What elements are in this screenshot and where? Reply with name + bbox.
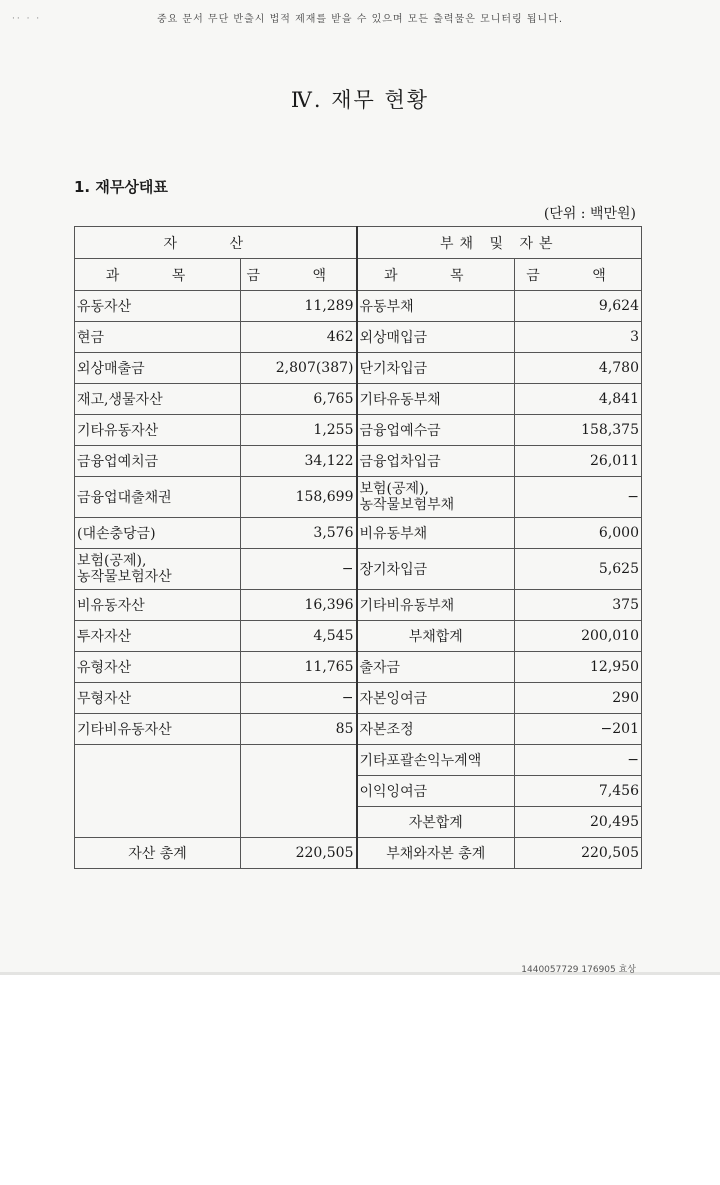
table-row [75,652,642,683]
document-code: 1440057729 176905 효상 [521,965,636,975]
left-item: 외상매출금 [75,353,241,384]
table-row [75,621,642,652]
right-item: 부채합계 [357,621,515,652]
right-item: 자본조정 [357,714,515,745]
right-amount: 6,000 [515,518,642,549]
left-amount: 34,122 [241,446,357,477]
right-item: 자본합계 [357,807,515,838]
left-amount: 85 [241,714,357,745]
right-item: 이익잉여금 [357,776,515,807]
right-amount: 5,625 [515,549,642,590]
right-item: 출자금 [357,652,515,683]
right-amount: 4,841 [515,384,642,415]
right-amount: 290 [515,683,642,714]
table-row [75,415,642,446]
page-title: Ⅳ. 재무 현황 [290,88,430,112]
liabilities-equity-group-header: 부채 및 자본 [357,227,642,259]
right-item: 기타비유동부채 [357,590,515,621]
left-amount: 11,289 [241,291,357,322]
column-header-row [75,259,642,291]
right-amount: 7,456 [515,776,642,807]
left-item: 비유동자산 [75,590,241,621]
col-header-item-right: 과 목 [357,259,515,291]
right-item: 외상매입금 [357,322,515,353]
total-liabilities-equity-label: 부채와자본 총계 [357,838,515,869]
right-amount: − [515,745,642,776]
left-item: 기타비유동자산 [75,714,241,745]
left-item: 현금 [75,322,241,353]
right-amount: 4,780 [515,353,642,384]
scan-specks: ·· · · [12,14,42,24]
right-amount: − [515,477,642,518]
right-amount: 9,624 [515,291,642,322]
right-item [357,477,515,518]
right-amount: 3 [515,322,642,353]
balance-sheet-table [74,226,642,869]
left-amount: − [241,549,357,590]
right-item: 자본잉여금 [357,683,515,714]
right-amount: 375 [515,590,642,621]
table-row [75,518,642,549]
table-row [75,446,642,477]
right-item: 기타포괄손익누계액 [357,745,515,776]
table-row [75,353,642,384]
left-amount: − [241,683,357,714]
left-amount: 6,765 [241,384,357,415]
group-header-row [75,227,642,259]
left-item: 금융업예치금 [75,446,241,477]
col-header-amount-right: 금 액 [515,259,642,291]
left-item: 유형자산 [75,652,241,683]
right-item: 기타유동부채 [357,384,515,415]
table-row [75,477,642,518]
left-amount-blank [241,745,357,838]
left-amount: 3,576 [241,518,357,549]
col-header-item-left: 과 목 [75,259,241,291]
right-item: 장기차입금 [357,549,515,590]
right-item-line2: 농작물보험부채 [359,497,455,513]
right-item: 단기차입금 [357,353,515,384]
right-amount: 158,375 [515,415,642,446]
total-row [75,838,642,869]
right-item: 비유동부채 [357,518,515,549]
right-amount: 200,010 [515,621,642,652]
table-row [75,714,642,745]
left-item-blank [75,745,241,838]
table-row [75,384,642,415]
total-assets-amount: 220,505 [241,838,357,869]
right-amount: 26,011 [515,446,642,477]
left-item: 재고,생물자산 [75,384,241,415]
left-item-line2: 농작물보험자산 [77,569,172,585]
right-amount: 12,950 [515,652,642,683]
right-item: 유동부채 [357,291,515,322]
left-amount: 462 [241,322,357,353]
left-amount: 2,807(387) [241,353,357,384]
left-item: 유동자산 [75,291,241,322]
left-amount: 16,396 [241,590,357,621]
left-item-line1: 보험(공제), [77,553,147,569]
left-item: 무형자산 [75,683,241,714]
left-item [75,549,241,590]
right-item-line1: 보험(공제), [359,481,429,497]
left-amount: 4,545 [241,621,357,652]
table-row [75,745,642,776]
left-amount: 1,255 [241,415,357,446]
right-item: 금융업예수금 [357,415,515,446]
left-amount: 158,699 [241,477,357,518]
left-item: 투자자산 [75,621,241,652]
confidential-notice: 중요 문서 무단 반출시 법적 제재를 받을 수 있으며 모든 출력물은 모니터링 됩니다. [156,14,564,25]
unit-note: (단위 : 백만원) [543,206,636,222]
right-amount: 20,495 [515,807,642,838]
left-item: 기타유동자산 [75,415,241,446]
table-row [75,291,642,322]
assets-group-header: 자 산 [75,227,357,259]
total-assets-label: 자산 총계 [75,838,241,869]
table-row [75,683,642,714]
table-row [75,322,642,353]
col-header-amount-left: 금 액 [241,259,357,291]
section-title: 1. 재무상태표 [74,178,168,196]
left-item: 금융업대출채권 [75,477,241,518]
total-liabilities-equity-amount: 220,505 [515,838,642,869]
table-row [75,590,642,621]
table-row [75,549,642,590]
left-amount: 11,765 [241,652,357,683]
right-item: 금융업차입금 [357,446,515,477]
left-item: (대손충당금) [75,518,241,549]
right-amount: −201 [515,714,642,745]
